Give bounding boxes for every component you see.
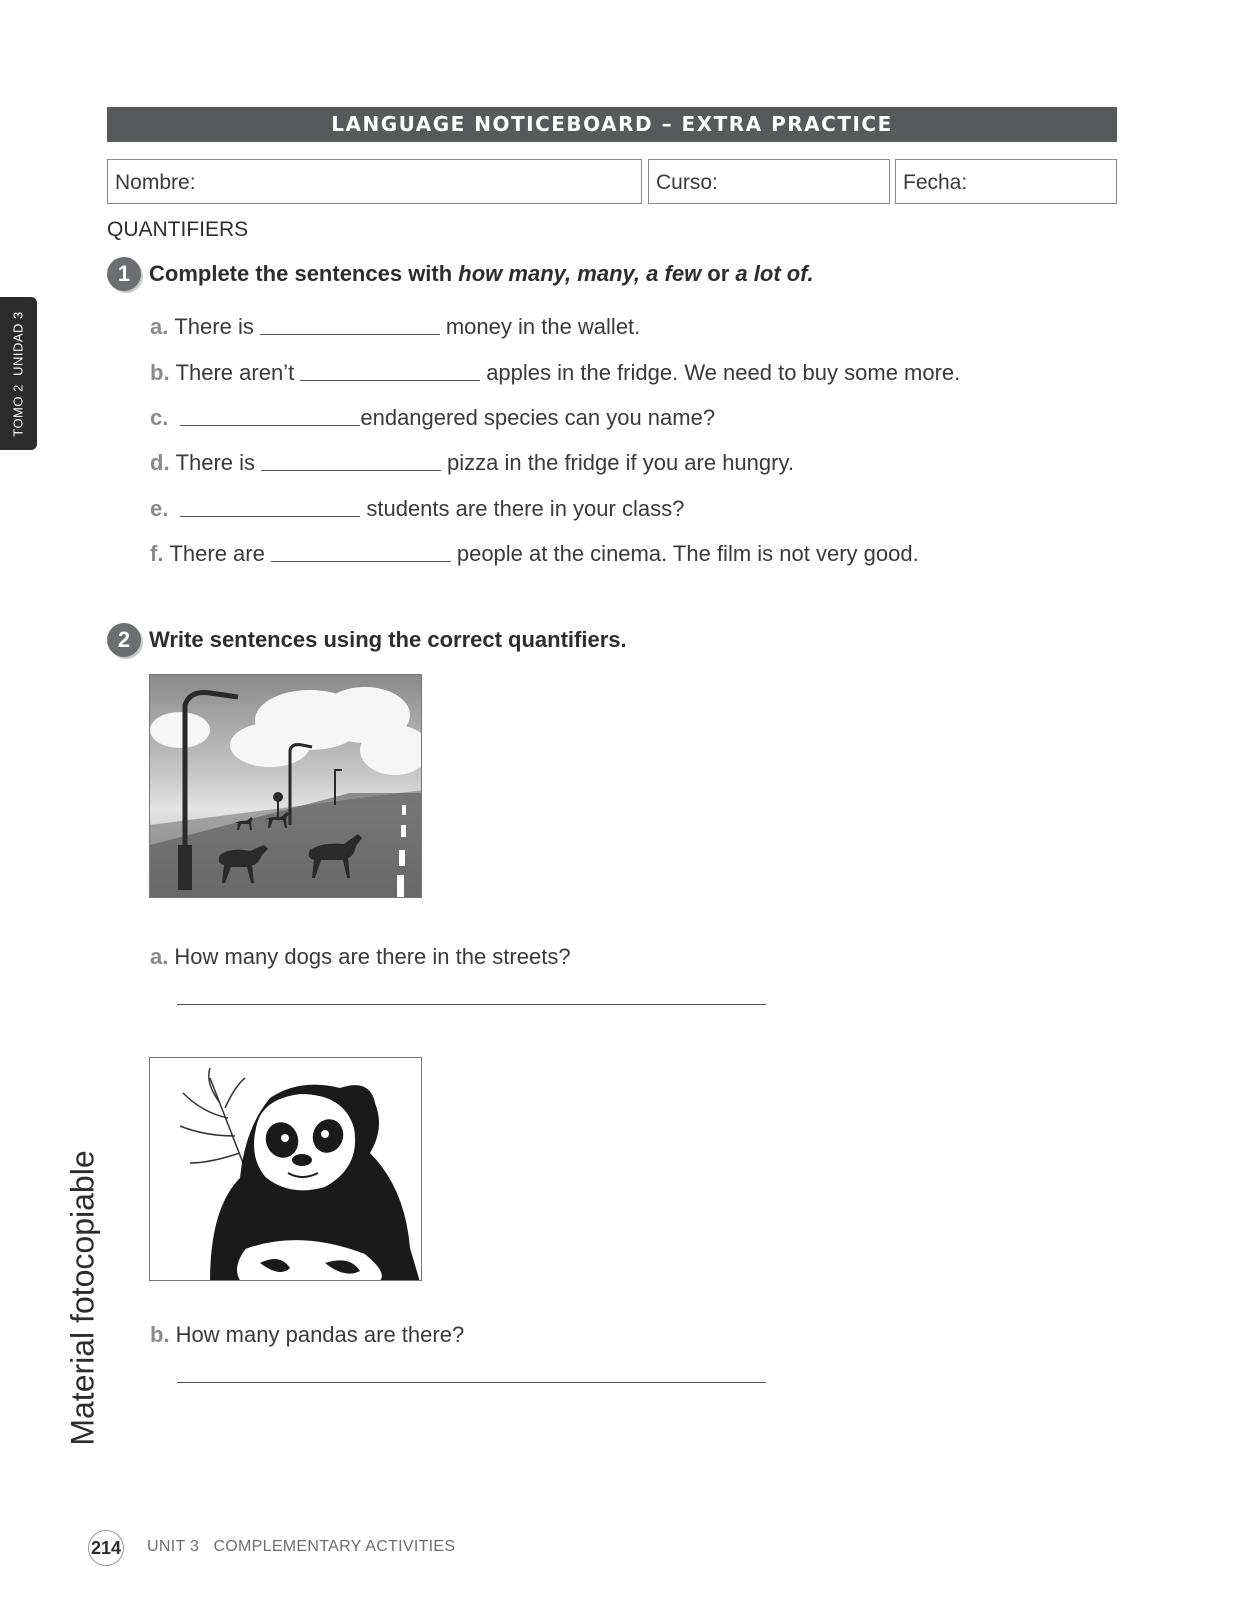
curso-field[interactable]: Curso: bbox=[648, 159, 890, 204]
exercise-number: 1 bbox=[107, 257, 141, 291]
blank-line[interactable] bbox=[300, 379, 480, 381]
nombre-field[interactable]: Nombre: bbox=[107, 159, 642, 204]
material-fotocopiable-label: Material fotocopiable bbox=[64, 1150, 101, 1446]
sentence-f: f. There are people at the cinema. The film is not very good. bbox=[150, 541, 919, 566]
panda-image bbox=[149, 1057, 422, 1281]
blank-line[interactable] bbox=[180, 424, 360, 426]
sentence-a: a. There is money in the wallet. bbox=[150, 314, 641, 339]
footer-unit: UNIT 3 COMPLEMENTARY ACTIVITIES bbox=[147, 1538, 456, 1555]
sentence-c: c. endangered species can you name? bbox=[150, 405, 716, 430]
worksheet-header: LANGUAGE NOTICEBOARD – EXTRA PRACTICE bbox=[107, 107, 1117, 142]
blank-line[interactable] bbox=[180, 515, 360, 517]
answer-line-a[interactable] bbox=[177, 1004, 766, 1005]
exercise-number: 2 bbox=[107, 623, 141, 657]
exercise-1-instruction: Complete the sentences with how many, many, a few or a lot of. bbox=[149, 261, 814, 286]
street-dogs-illustration bbox=[150, 675, 422, 898]
question-a: a. How many dogs are there in the streets? bbox=[150, 944, 571, 969]
blank-line[interactable] bbox=[260, 333, 440, 335]
fecha-field[interactable]: Fecha: bbox=[895, 159, 1117, 204]
panda-illustration bbox=[150, 1058, 422, 1281]
sentence-e: e. students are there in your class? bbox=[150, 496, 685, 521]
blank-line[interactable] bbox=[261, 469, 441, 471]
sentence-d: d. There is pizza in the fridge if you are hungry. bbox=[150, 450, 794, 475]
blank-line[interactable] bbox=[271, 560, 451, 562]
section-title: QUANTIFIERS bbox=[107, 218, 249, 241]
side-tab-label: TOMO 2 UNIDAD 3 bbox=[10, 311, 26, 437]
street-dogs-image bbox=[149, 674, 422, 898]
question-b: b. How many pandas are there? bbox=[150, 1322, 465, 1347]
page-number: 214 bbox=[88, 1530, 124, 1566]
exercise-1-heading bbox=[107, 256, 814, 292]
sentence-b: b. There aren’t apples in the fridge. We need to buy some more. bbox=[150, 360, 961, 385]
exercise-2-heading bbox=[107, 622, 627, 658]
answer-line-b[interactable] bbox=[177, 1382, 766, 1383]
exercise-2-instruction: Write sentences using the correct quantifiers. bbox=[149, 627, 627, 652]
